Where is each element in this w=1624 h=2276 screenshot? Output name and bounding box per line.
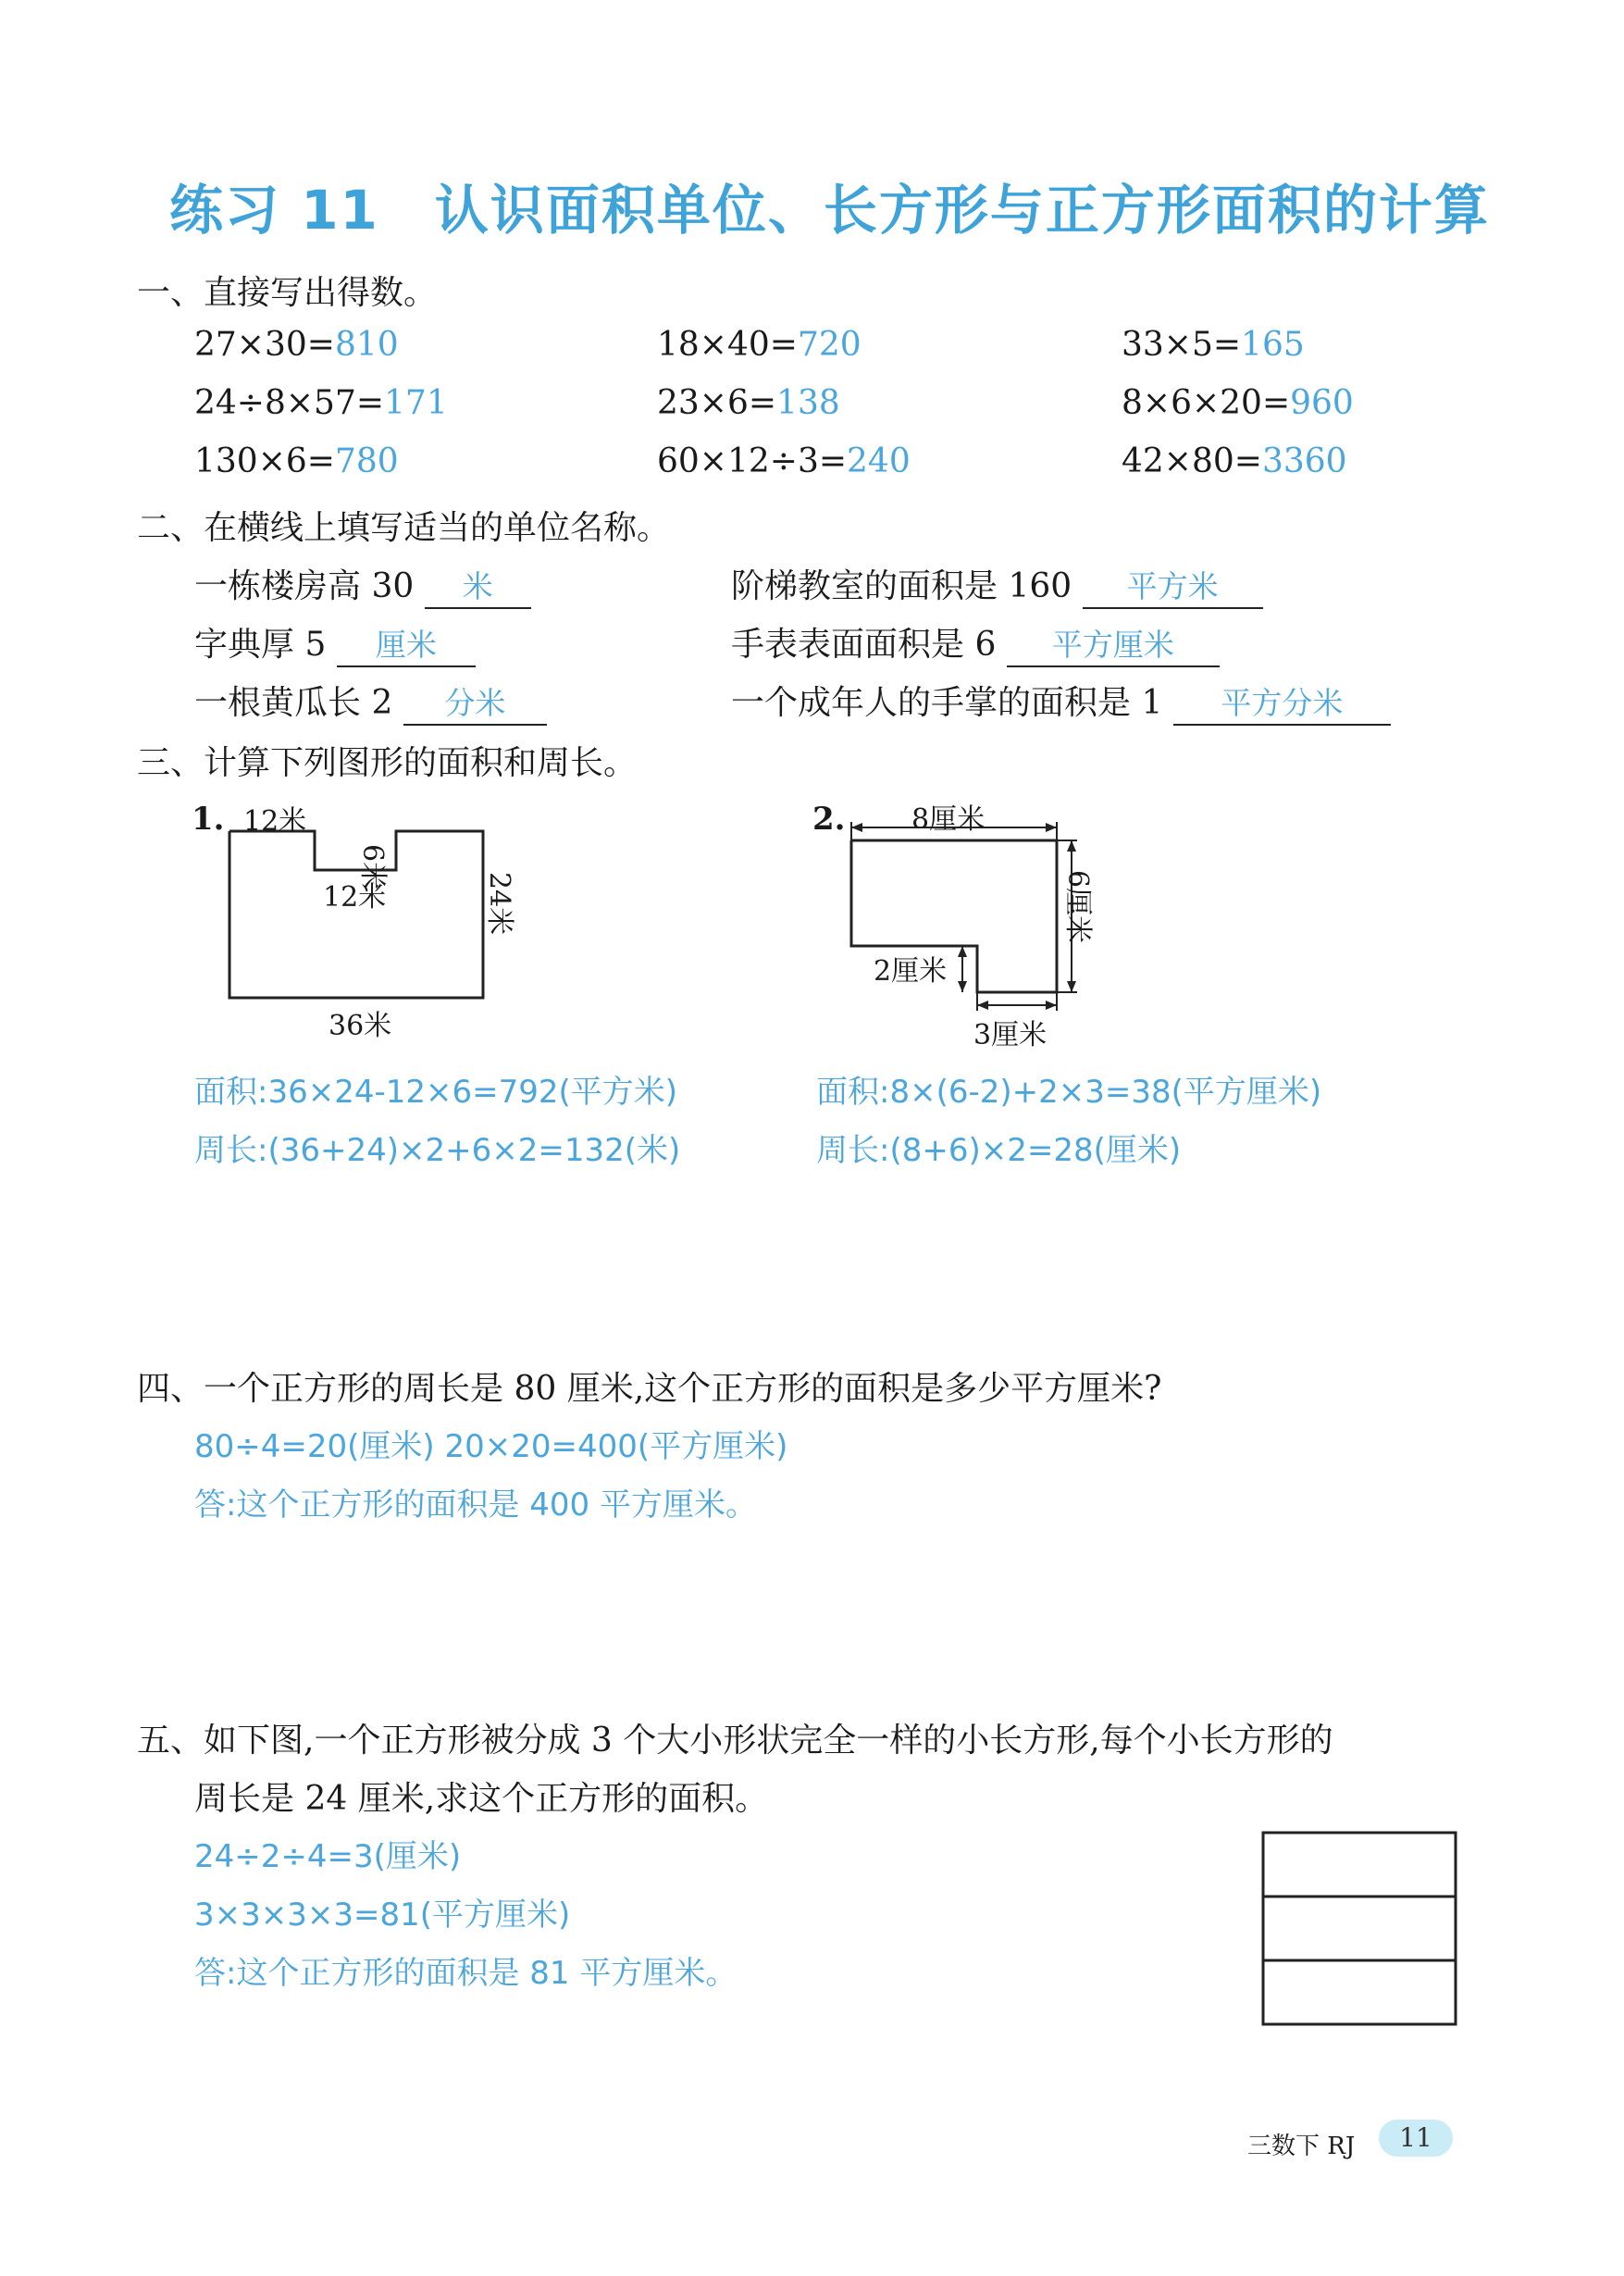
calc-item: 42×80=3360 <box>1122 442 1347 480</box>
answer-blank: 分米 <box>403 683 547 726</box>
calc-item: 60×12÷3=240 <box>657 442 911 480</box>
section3-heading: 三、计算下列图形的面积和周长。 <box>137 744 638 782</box>
figure2-area-answer: 面积:8×(6-2)+2×3=38(平方厘米) <box>816 1074 1322 1111</box>
page-number: 11 <box>1379 2120 1453 2157</box>
calc-item: 130×6=780 <box>194 442 399 480</box>
section5-work-1: 24÷2÷4=3(厘米) <box>194 1838 462 1875</box>
figure1-perimeter-answer: 周长:(36+24)×2+6×2=132(米) <box>194 1132 681 1169</box>
section4-work: 80÷4=20(厘米) 20×20=400(平方厘米) <box>194 1428 788 1465</box>
calc-item: 33×5=165 <box>1122 326 1305 364</box>
section1-heading: 一、直接写出得数。 <box>137 274 438 312</box>
figure2-perimeter-answer: 周长:(8+6)×2=28(厘米) <box>816 1132 1182 1169</box>
figure2-number: 2. <box>812 801 846 838</box>
unit-item: 一栋楼房高 30 米 <box>194 560 531 609</box>
figure1-right-label: 24米 <box>483 872 515 936</box>
unit-item: 手表表面面积是 6 平方厘米 <box>731 618 1220 667</box>
figure2-right-label: 6厘米 <box>1061 870 1094 944</box>
unit-item: 一根黄瓜长 2 分米 <box>194 677 547 726</box>
figure2-inner-label: 2厘米 <box>874 955 948 988</box>
calc-item: 23×6=138 <box>657 384 840 422</box>
book-label: 三数下 RJ <box>1247 2133 1356 2160</box>
unit-item: 阶梯教室的面积是 160 平方米 <box>731 560 1263 609</box>
answer-blank: 平方分米 <box>1173 683 1391 726</box>
figure1-notch-width-label: 12米 <box>323 881 387 914</box>
calc-item: 18×40=720 <box>657 326 862 364</box>
section5-square-diagram <box>1261 1831 1460 2027</box>
section2-heading: 二、在横线上填写适当的单位名称。 <box>137 509 671 547</box>
section5-heading: 五、如下图,一个正方形被分成 3 个大小形状完全一样的小长方形,每个小长方形的 <box>137 1722 1333 1760</box>
answer-blank: 米 <box>425 566 531 609</box>
figure1-bottom-label: 36米 <box>329 1010 392 1042</box>
figure1-area-answer: 面积:36×24-12×6=792(平方米) <box>194 1074 678 1111</box>
answer-blank: 平方厘米 <box>1007 625 1220 667</box>
calc-item: 24÷8×57=171 <box>194 384 448 422</box>
section5-heading-cont: 周长是 24 厘米,求这个正方形的面积。 <box>194 1780 769 1818</box>
answer-blank: 厘米 <box>337 625 476 667</box>
section4-answer: 答:这个正方形的面积是 400 平方厘米。 <box>194 1486 757 1524</box>
figure1-number: 1. <box>192 801 225 838</box>
unit-item: 一个成年人的手掌的面积是 1 平方分米 <box>731 677 1391 726</box>
figure2-top-label: 8厘米 <box>911 803 986 836</box>
title-prefix: 练习 11 <box>169 179 379 242</box>
section5-work-2: 3×3×3×3=81(平方厘米) <box>194 1897 571 1934</box>
figure1-top-label: 12米 <box>243 805 307 838</box>
section4-heading: 四、一个正方形的周长是 80 厘米,这个正方形的面积是多少平方厘米? <box>137 1370 1162 1408</box>
figure1-notch-height-label: 6米 <box>356 844 389 890</box>
calc-item: 27×30=810 <box>194 326 399 364</box>
page-title <box>169 167 1490 244</box>
title-main: 认识面积单位、长方形与正方形面积的计算 <box>434 179 1490 242</box>
figure2-bottom-label: 3厘米 <box>973 1019 1048 1051</box>
unit-item: 字典厚 5 厘米 <box>194 618 476 667</box>
answer-blank: 平方米 <box>1083 566 1263 609</box>
calc-item: 8×6×20=960 <box>1122 384 1354 422</box>
section5-answer: 答:这个正方形的面积是 81 平方厘米。 <box>194 1955 738 1992</box>
